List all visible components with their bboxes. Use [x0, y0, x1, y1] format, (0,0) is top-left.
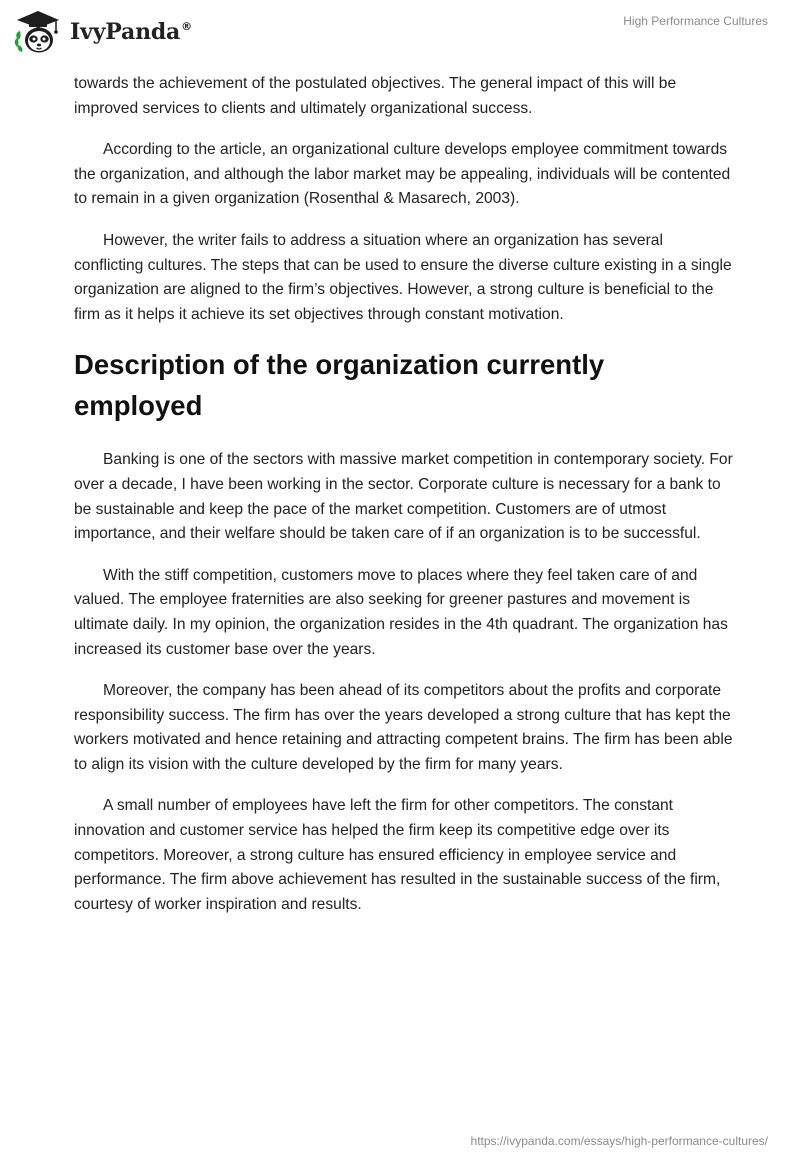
paragraph: Banking is one of the sectors with massive market competition in contemporary society. For over a decade, I have been working in the sector. Corporate culture is necessary for a bank to be sustainable and keep the pace of the market competition. Customers are of utmost importance, and their welfare should be taken care of if an organization is to be successful. [74, 451, 733, 543]
paragraph: Moreover, the company has been ahead of its competitors about the profits and corporate responsibility success. The firm has over the years developed a strong culture that has kept the workers motivated and hence retaining and attracting competent brains. The firm has been able to align its vision with the culture developed by the firm for many years. [74, 682, 733, 773]
logo-text: IvyPanda® [70, 19, 192, 45]
registered-mark: ® [181, 20, 192, 33]
page-header [0, 0, 800, 70]
paragraph: A small number of employees have left the firm for other competitors. The constant innovation and customer service has helped the firm keep its competitive edge over its competitors. Moreover, a strong culture has ensured efficiency in employee service and performance. The firm above achievement has resulted in the sustainable success of the firm, courtesy of worker inspiration and results. [74, 797, 721, 913]
section-heading: Description of the organization currently employed [74, 349, 605, 422]
essay-content [74, 72, 734, 934]
source-url[interactable]: https://ivypanda.com/essays/high-performance-cultures/ [470, 1134, 768, 1148]
page-title: High Performance Cultures [623, 14, 768, 28]
paragraph: However, the writer fails to address a situation where an organization has several conflicting cultures. The steps that can be used to ensure the diverse culture existing in a single organization are aligned to the firm’s objectives. However, a strong culture is beneficial to the firm as it helps it achieve its set objectives through constant motivation. [74, 231, 732, 323]
paragraph: According to the article, an organizational culture develops employee commitment towards the organization, and although the labor market may be appealing, individuals will be contented to remain in a given organization (Rosenthal & Masarech, 2003). [74, 141, 731, 208]
ivypanda-logo[interactable] [14, 9, 192, 57]
paragraph: With the stiff competition, customers move to places where they feel taken care of and valued. The employee fraternities are also seeking for greener pastures and movement is ultimate daily. In my opinion, the organization resides in the 4th quadrant. The organization has increased its customer base over the years. [74, 566, 728, 658]
panda-graduation-cap-icon [14, 9, 64, 57]
paragraph-continuation: towards the achievement of the postulated objectives. The general impact of this will be improved services to clients and ultimately organizational success. [74, 75, 677, 117]
